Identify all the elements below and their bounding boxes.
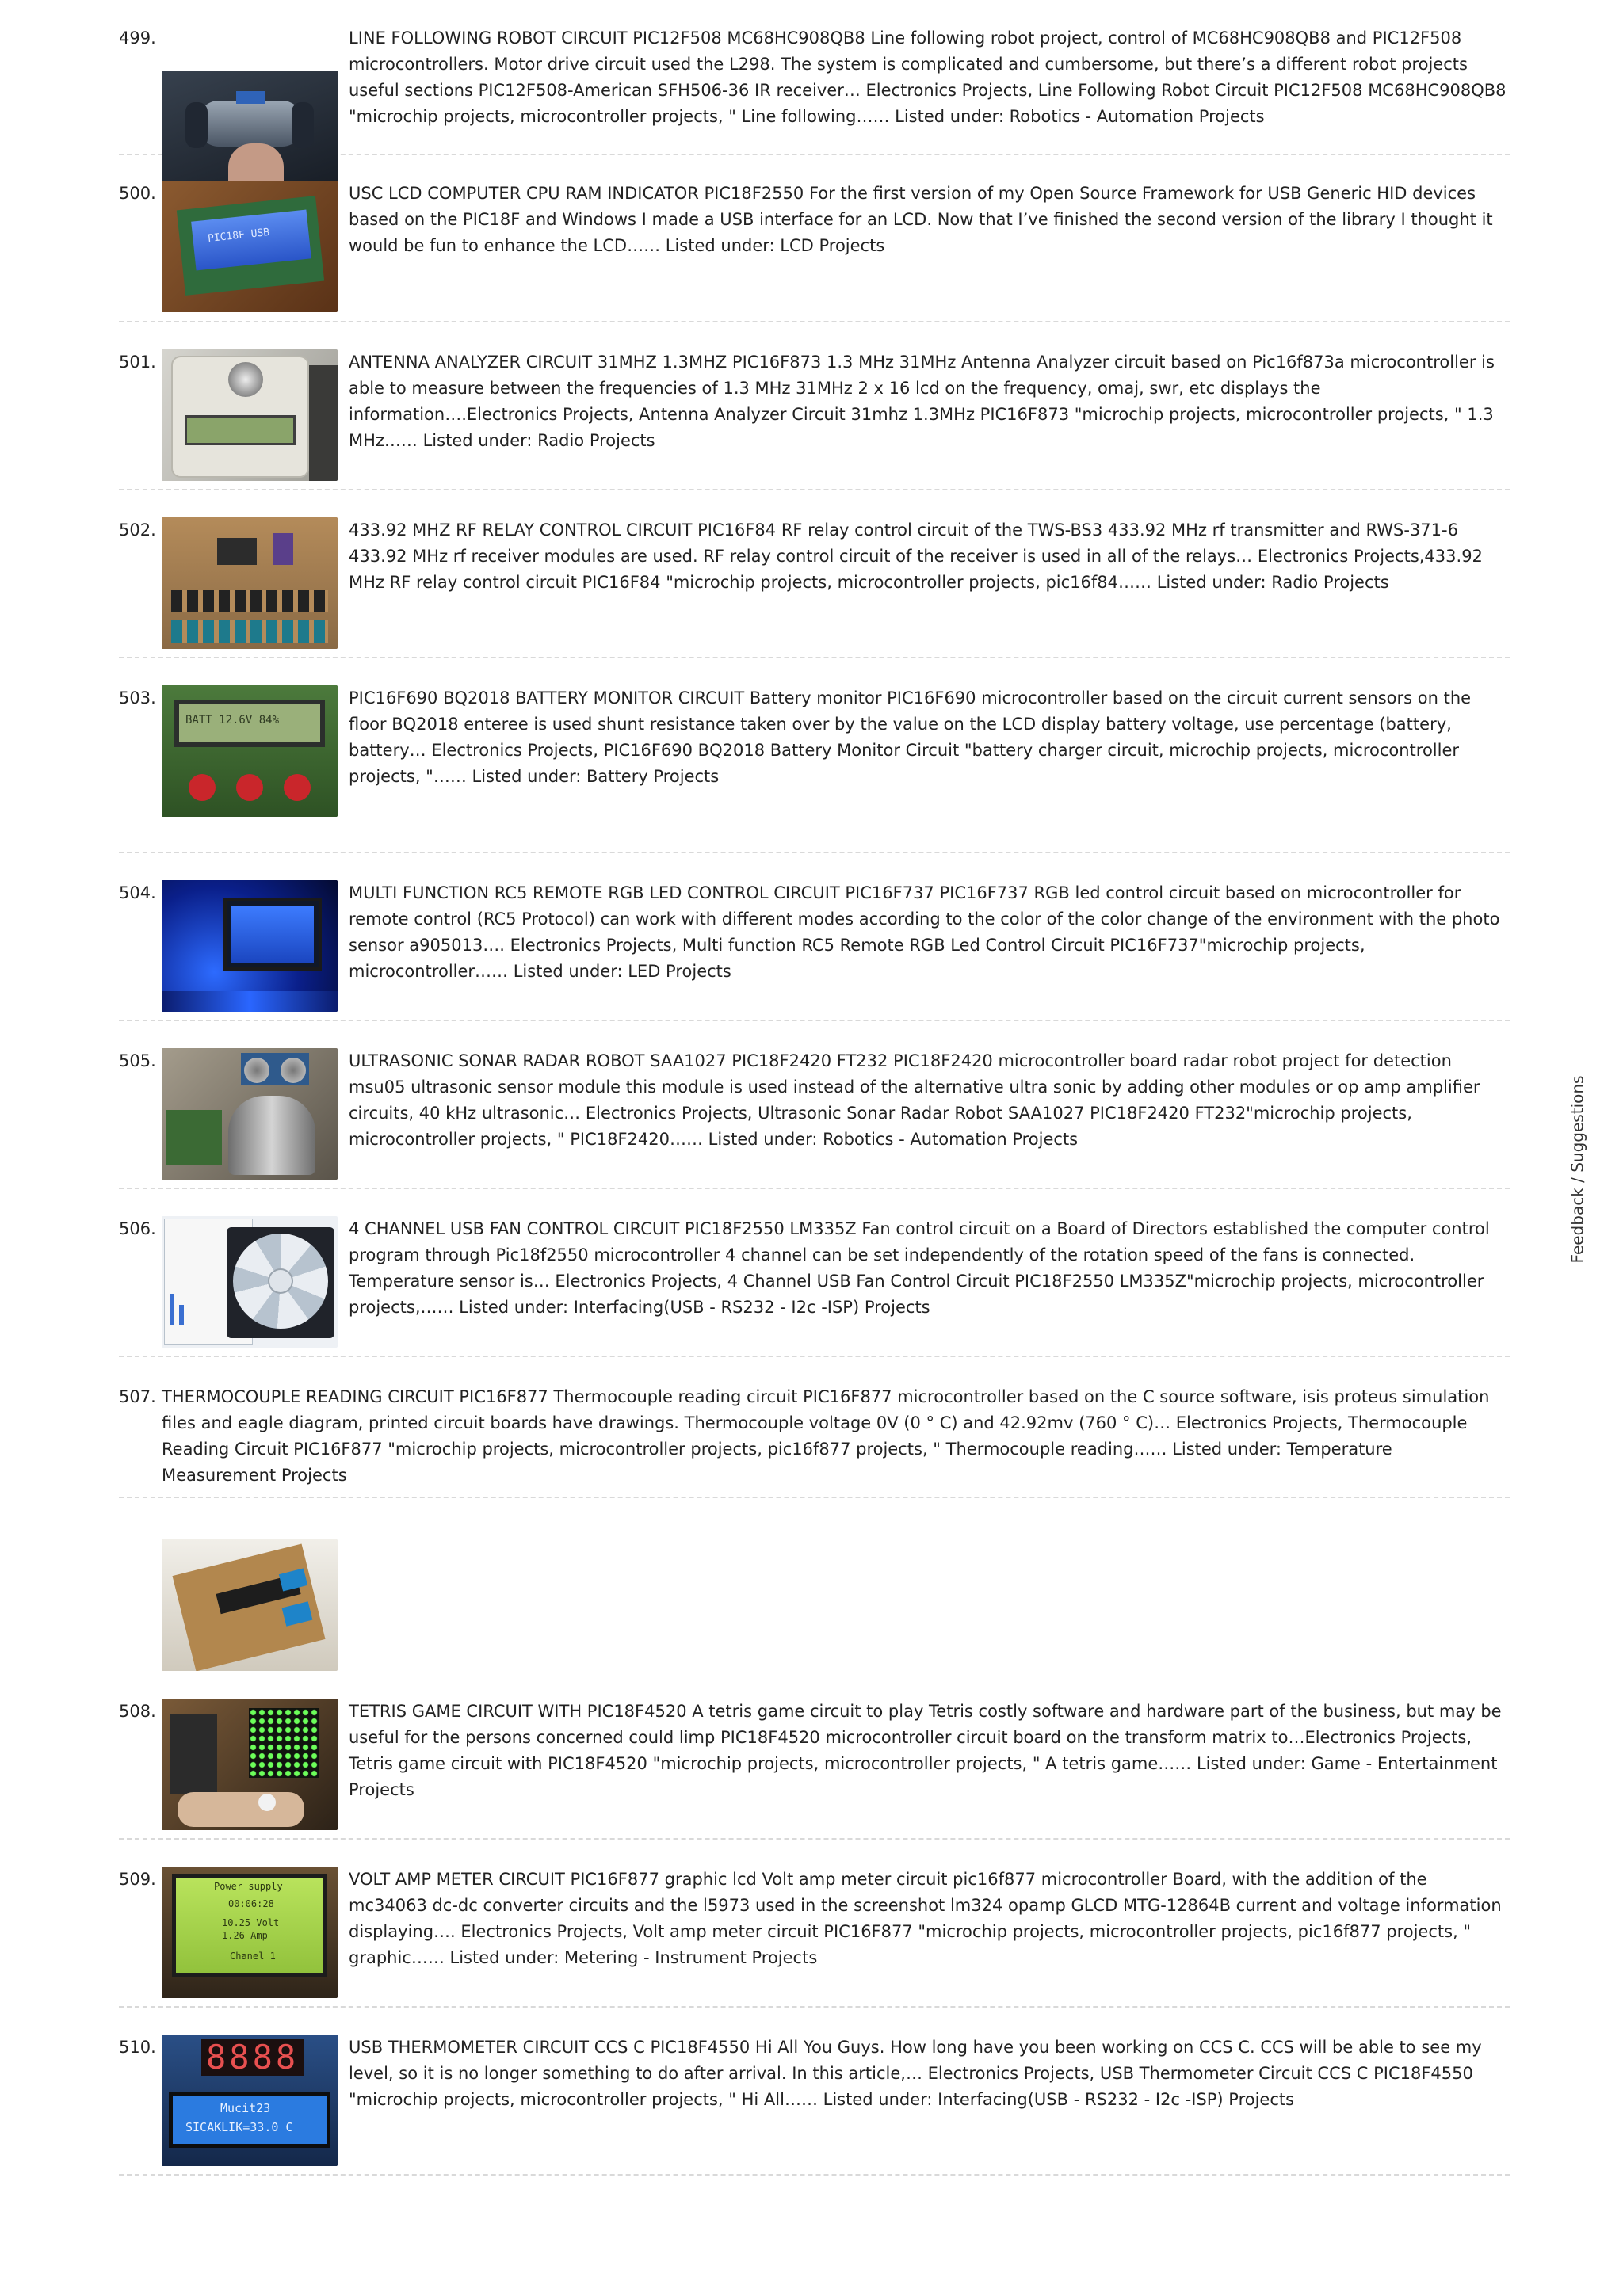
- photo-detail: [162, 991, 338, 1012]
- item-number: 507.: [119, 1387, 156, 1406]
- list-item: [119, 322, 1510, 490]
- meter-readout: Power supply: [214, 1881, 283, 1892]
- item-description: USC LCD COMPUTER CPU RAM INDICATOR PIC18F2550 For the first version of my Open Source Framework for USB Generic HID devices based on the PIC18F and Windows I made a USB interface for an LCD. Now that I’ve finished the second version of the library I thought it would be fun to enhance the LCD…… Listed under: LCD Projects: [349, 184, 1493, 255]
- photo-detail: [292, 102, 314, 148]
- photo-detail: [185, 102, 208, 148]
- photo-detail: [170, 1714, 217, 1794]
- list-item: [119, 1840, 1510, 2008]
- battery-readout: BATT 12.6V 84%: [185, 714, 280, 727]
- tetris-thumbnail[interactable]: [162, 1699, 338, 1830]
- meter-readout: 10.25 Volt: [222, 1917, 280, 1928]
- list-item: [119, 853, 1510, 1021]
- photo-detail: [309, 365, 338, 481]
- item-description: PIC16F690 BQ2018 BATTERY MONITOR CIRCUIT Battery monitor PIC16F690 microcontroller based on the circuit current sensors on the floor BQ2018 enteree is used shunt resistance taken over by the value on the LCD display battery voltage, use percentage (battery, battery… Electronics Projects, PIC16F690 BQ2018 Battery Monitor Circuit "battery charger circuit, microchip projects, microcontroller projects, "…… Listed under: Battery Projects: [349, 688, 1472, 786]
- item-number: 501.: [119, 353, 156, 372]
- item-description: MULTI FUNCTION RC5 REMOTE RGB LED CONTROL CIRCUIT PIC16F737 PIC16F737 RGB led control circuit based on microcontroller for remote control (RC5 Protocol) can work with different modes according to the color of the color change of the environment with the photo sensor a905013…. Electronics Projects, Multi function RC5 Remote RGB Led Control Circuit PIC16F737"microchip projects, microcontroller…… Listed under: LED Projects: [349, 883, 1500, 981]
- feedback-label: Feedback / Suggestions: [1568, 1075, 1587, 1264]
- list-item: [119, 1357, 1510, 1498]
- photo-detail: [284, 774, 311, 801]
- list-item: [119, 22, 1510, 155]
- item-description: TETRIS GAME CIRCUIT WITH PIC18F4520 A tetris game circuit to play Tetris costly software and hardware part of the business, but may be useful for the persons concerned could limp PIC18F4520 microcontroller circuit board on the transform matrix to…Electronics Projects, Tetris game circuit with PIC18F4520 "microchip projects, microcontroller projects, " A tetris game…… Listed under: Game - Entertainment Projects: [349, 1702, 1502, 1799]
- list-item: [119, 490, 1510, 658]
- item-description: 4 CHANNEL USB FAN CONTROL CIRCUIT PIC18F2550 LM335Z Fan control circuit on a Board of Directors established the computer control program through Pic18f2550 microcontroller 4 channel can be set independently of the rotation speed of the fans is connected. Temperature sensor is… Electronics Projects, 4 Channel USB Fan Control Circuit PIC18F2550 LM335Z"microchip projects, microcontroller projects,…… Listed under: Interfacing(USB - RS232 - I2c -ISP) Projects: [349, 1219, 1490, 1317]
- item-description: 433.92 MHZ RF RELAY CONTROL CIRCUIT PIC16F84 RF relay control circuit of the TWS-BS3 433.92 MHz rf transmitter and RWS-371-6 433.92 MHz rf receiver modules are used. RF relay control circuit of the receiver is used in all of the relays… Electronics Projects,433.92 MHz RF relay control circuit PIC16F84 "microchip projects, microcontroller projects, pic16f84…… Listed under: Radio Projects: [349, 521, 1483, 592]
- usb-thermometer-thumbnail[interactable]: [162, 2035, 338, 2166]
- item-description: THERMOCOUPLE READING CIRCUIT PIC16F877 Thermocouple reading circuit PIC16F877 microcontroller based on the C source software, isis proteus simulation files and eagle diagram, printed circuit boards have drawings. Thermocouple voltage 0V (0 ° C) and 42.92mv (760 ° C)… Electronics Projects, Thermocouple Reading Circuit PIC16F877 "microchip projects, microcontroller projects, pic16f877 projects, " Thermocouple reading…… Listed under: Temperature Measurement Projects: [162, 1387, 1490, 1485]
- lcd-thumbnail[interactable]: [162, 181, 338, 312]
- thermocouple-board-thumbnail[interactable]: [162, 1539, 338, 1671]
- seven-segment-display: 8888: [201, 2039, 304, 2076]
- list-item: [119, 658, 1510, 853]
- photo-detail: [189, 774, 216, 801]
- photo-detail: [228, 362, 263, 397]
- photo-detail: [228, 1096, 315, 1175]
- meter-readout: 1.26 Amp: [222, 1930, 268, 1941]
- photo-detail: [171, 590, 328, 612]
- thermometer-readout: Mucit23: [220, 2101, 271, 2115]
- item-description: ANTENNA ANALYZER CIRCUIT 31MHZ 1.3MHZ PIC16F873 1.3 MHz 31MHz Antenna Analyzer circuit based on Pic16f873a microcontroller is able to measure between the frequencies of 1.3 MHz 31MHz 2 x 16 lcd on the frequency, omaj, swr, etc displays the information….Electronics Projects, Antenna Analyzer Circuit 31mhz 1.3MHz PIC16F873 "microchip projects, microcontroller projects, " 1.3 MHz…… Listed under: Radio Projects: [349, 353, 1495, 450]
- photo-detail: [269, 1270, 292, 1292]
- photo-detail: [166, 1110, 222, 1165]
- item-number: 509.: [119, 1870, 156, 1889]
- list-item: [119, 1699, 1510, 1840]
- lcd-readout: PIC18F USB: [207, 226, 270, 246]
- item-number: 499.: [119, 29, 156, 48]
- item-description: USB THERMOMETER CIRCUIT CCS C PIC18F4550 Hi All You Guys. How long have you been working on CCS C. CCS will be able to see my level, so it is no longer something to do after arrival. In this article,… Electronics Projects, USB Thermometer Circuit CCS C PIC18F4550 "microchip projects, microcontroller projects, " Hi All…… Listed under: Interfacing(USB - RS232 - I2c -ISP) Projects: [349, 2038, 1482, 2109]
- item-number: 503.: [119, 688, 156, 707]
- item-number: 505.: [119, 1051, 156, 1070]
- feedback-tab[interactable]: [1560, 1075, 1594, 1264]
- photo-detail: [179, 1305, 184, 1325]
- analyzer-thumbnail[interactable]: [162, 349, 338, 481]
- item-number: 508.: [119, 1702, 156, 1721]
- fan-control-thumbnail[interactable]: [162, 1216, 338, 1348]
- photo-detail: [249, 1708, 319, 1778]
- photo-detail: [258, 1794, 276, 1811]
- list-item: [119, 2008, 1510, 2176]
- relay-board-thumbnail[interactable]: [162, 517, 338, 649]
- photo-detail: [187, 418, 293, 443]
- list-item-image-row: [119, 1498, 1510, 1699]
- photo-detail: [236, 774, 263, 801]
- photo-detail: [198, 101, 303, 147]
- photo-detail: [217, 538, 257, 565]
- meter-readout: 00:06:28: [228, 1898, 274, 1909]
- item-number: 506.: [119, 1219, 156, 1238]
- thermometer-readout: SICAKLIK=33.0 C: [185, 2120, 293, 2134]
- photo-detail: [244, 1058, 269, 1083]
- meter-readout: Chanel 1: [230, 1951, 276, 1962]
- item-number: 504.: [119, 883, 156, 902]
- photo-detail: [236, 91, 265, 104]
- photo-detail: [231, 906, 314, 963]
- photo-detail: [171, 620, 328, 643]
- photo-detail: [178, 1792, 304, 1827]
- item-number: 500.: [119, 184, 156, 203]
- list-item: [119, 1189, 1510, 1357]
- item-description: ULTRASONIC SONAR RADAR ROBOT SAA1027 PIC18F2420 FT232 PIC18F2420 microcontroller board radar robot project for detection msu05 ultrasonic sensor module this module is used instead of the alternative ultra sonic by adding other modules or op amp amplifier circuits, 40 kHz ultrasonic… Electronics Projects, Ultrasonic Sonar Radar Robot SAA1027 PIC18F2420 FT232"microchip projects, microcontroller projects, " PIC18F2420…… Listed under: Robotics - Automation Projects: [349, 1051, 1480, 1149]
- item-description: VOLT AMP METER CIRCUIT PIC16F877 graphic lcd Volt amp meter circuit pic16f877 microcontroller Board, with the addition of the mc34063 dc-dc converter circuits and the l5973 used in the screenshot lm324 opamp GLCD MTG-12864B current and voltage information displaying…. Electronics Projects, Volt amp meter circuit PIC16F877 "microchip projects, microcontroller projects, pic16f877 projects, " graphic…… Listed under: Metering - Instrument Projects: [349, 1870, 1502, 1967]
- item-description: LINE FOLLOWING ROBOT CIRCUIT PIC12F508 MC68HC908QB8 Line following robot project, control of MC68HC908QB8 and PIC12F508 microcontrollers. Motor drive circuit used the L298. The system is complicated and cumbersome, but there’s a different robot projects useful sections PIC12F508-American SFH506-36 IR receiver… Electronics Projects, Line Following Robot Circuit PIC12F508 MC68HC908QB8 "microchip projects, microcontroller projects, " Line following…… Listed under: Robotics - Automation Projects: [349, 29, 1507, 126]
- list-item: [119, 1021, 1510, 1189]
- item-number: 502.: [119, 521, 156, 540]
- photo-detail: [273, 533, 293, 565]
- project-list: [119, 22, 1510, 2176]
- volt-amp-meter-thumbnail[interactable]: [162, 1867, 338, 1998]
- photo-detail: [281, 1058, 306, 1083]
- item-number: 510.: [119, 2038, 156, 2057]
- rgb-led-thumbnail[interactable]: [162, 880, 338, 1012]
- sonar-robot-thumbnail[interactable]: [162, 1048, 338, 1180]
- photo-detail: [170, 1294, 174, 1325]
- battery-monitor-thumbnail[interactable]: [162, 685, 338, 817]
- list-item: [119, 155, 1510, 322]
